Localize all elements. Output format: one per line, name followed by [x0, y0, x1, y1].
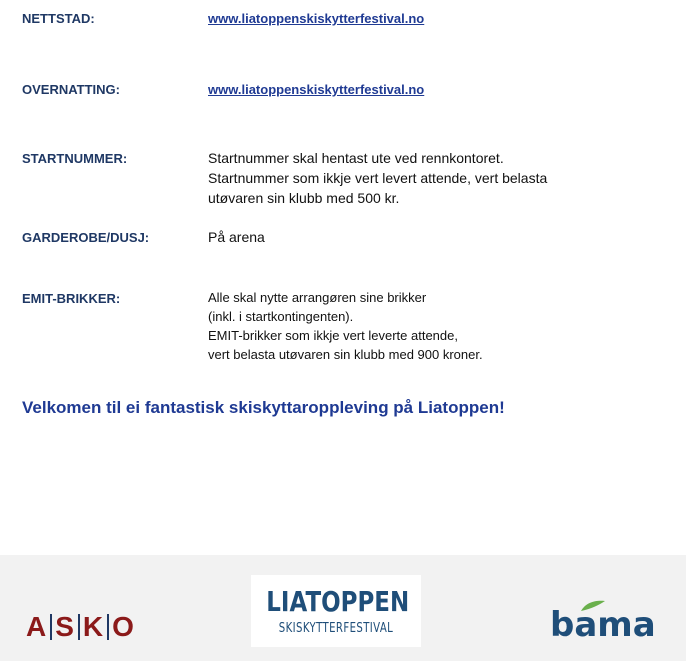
startnummer-line: utøvaren sin klubb med 500 kr.	[208, 190, 400, 206]
garderobe-line: På arena	[208, 229, 265, 245]
asko-divider	[50, 614, 52, 640]
bama-logo-word: bama	[550, 605, 656, 645]
startnummer-label: STARTNUMMER:	[22, 151, 128, 166]
sponsor-footer	[0, 555, 686, 661]
nettstad-link[interactable]: www.liatoppenskiskytterfestival.no	[208, 11, 425, 26]
asko-letter: A	[26, 611, 48, 642]
overnatting-label: OVERNATTING:	[22, 82, 120, 97]
garderobe-label: GARDEROBE/DUSJ:	[22, 230, 150, 245]
bama-logo	[550, 599, 670, 649]
emit-label: EMIT-BRIKKER:	[22, 291, 121, 306]
emit-line: (inkl. i startkontingenten).	[208, 309, 354, 324]
startnummer-text	[208, 148, 547, 208]
emit-line: Alle skal nytte arrangøren sine brikker	[208, 290, 427, 305]
garderobe-text	[208, 227, 265, 247]
emit-line: EMIT-brikker som ikkje vert leverte attende,	[208, 328, 458, 343]
asko-letter: O	[112, 611, 135, 642]
liatoppen-logo-title: LIATOPPEN	[266, 585, 410, 618]
leaf-icon	[580, 599, 606, 613]
asko-logo	[26, 611, 135, 643]
nettstad-label: NETTSTAD:	[22, 11, 95, 26]
asko-letter: S	[55, 611, 75, 642]
startnummer-line: Startnummer som ikkje vert levert attende, vert belasta	[208, 170, 548, 186]
asko-letter: K	[82, 611, 105, 642]
emit-line: vert belasta utøvaren sin klubb med 900 kroner.	[208, 347, 483, 362]
startnummer-line: Startnummer skal hentast ute ved rennkontoret.	[208, 150, 504, 166]
emit-text	[208, 288, 483, 364]
liatoppen-logo-subtitle: SKISKYTTERFESTIVAL	[278, 621, 394, 636]
liatoppen-logo	[251, 575, 421, 647]
overnatting-link[interactable]: www.liatoppenskiskytterfestival.no	[208, 82, 425, 97]
asko-divider	[78, 614, 80, 640]
welcome-message: Velkomen til ei fantastisk skiskyttaroppleving på Liatoppen!	[22, 398, 505, 417]
asko-divider	[107, 614, 109, 640]
